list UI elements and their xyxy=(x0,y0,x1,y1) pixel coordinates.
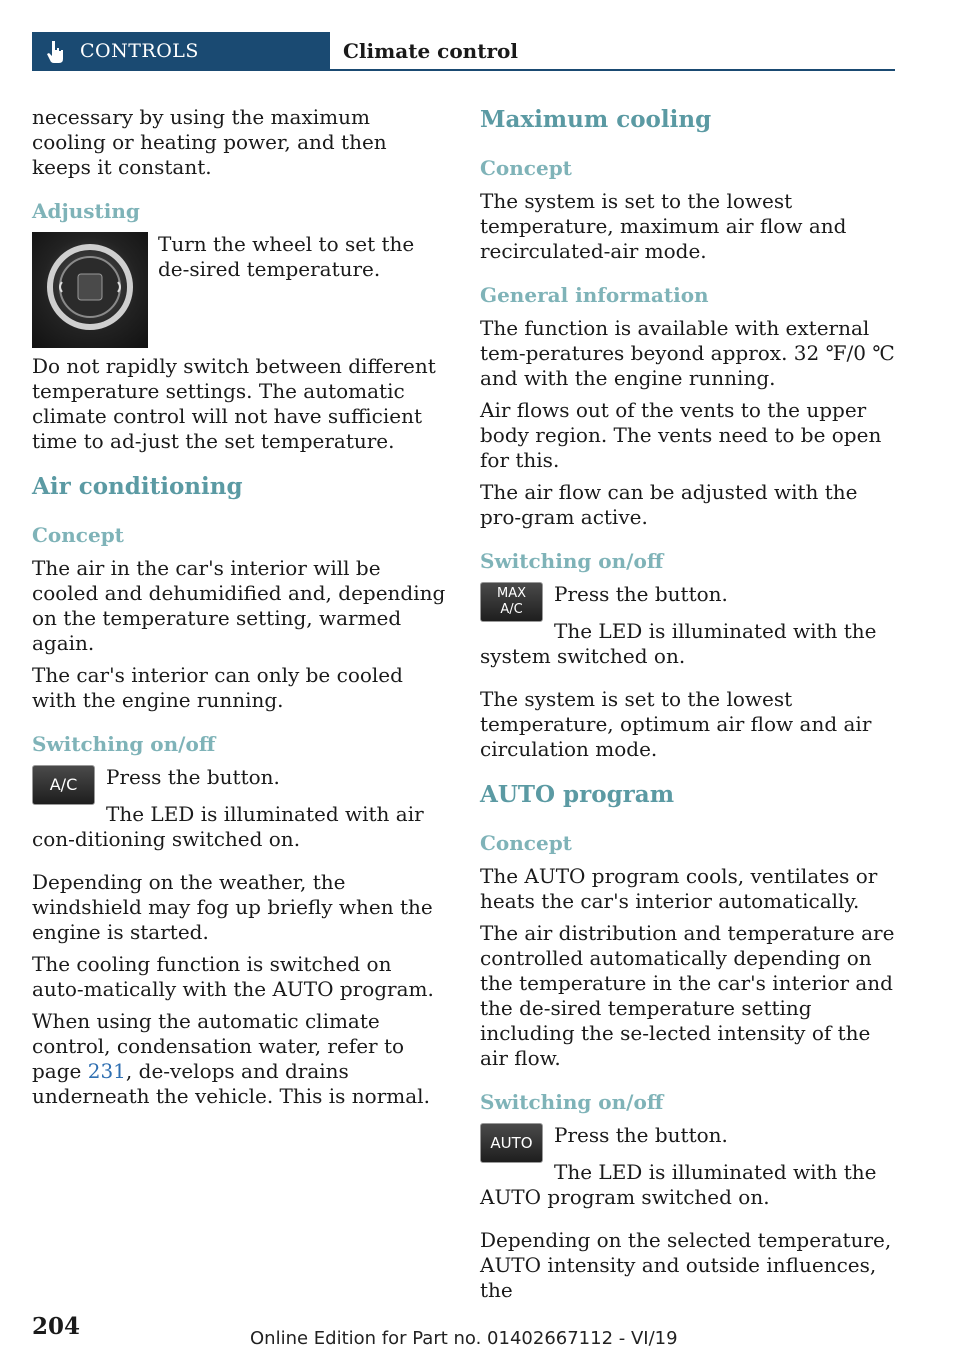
auto-concept-p2: The air distribution and temperature are controlled automatically depending on the temperature in the car's interior and the de‐sired temperature setting including the se‐lected intensity of the air flow. xyxy=(480,921,895,1070)
chapter-title-text: Climate control xyxy=(343,39,518,63)
auto-concept-p1: The AUTO program cools, ventilates or heats the car's interior automatically. xyxy=(480,864,878,913)
max-general-heading: General information xyxy=(480,283,709,307)
adjusting-text: Turn the wheel to set the de‐sired temperature. xyxy=(158,232,415,281)
auto-p3: Depending on the selected temperature, AUTO intensity and outside influences, the xyxy=(480,1228,892,1302)
ac-p5 xyxy=(32,1009,448,1109)
max-cooling-heading: Maximum cooling xyxy=(480,106,712,133)
page-header xyxy=(32,32,895,71)
ac-concept-heading: Concept xyxy=(32,523,124,547)
max-concept-heading: Concept xyxy=(480,156,572,180)
max-switch-row xyxy=(480,582,896,644)
ac-switch-p1: Press the button. xyxy=(106,765,280,789)
intro-paragraph: necessary by using the maximum cooling or heating power, and then keeps it constant. xyxy=(32,105,387,179)
auto-switch-p1: Press the button. xyxy=(554,1123,728,1147)
max-switch-p1: Press the button. xyxy=(554,582,728,606)
ac-button-label: A/C xyxy=(49,775,78,794)
ac-button-image xyxy=(32,765,95,805)
section-label: CONTROLS xyxy=(80,40,199,62)
max-switch-heading: Switching on/off xyxy=(480,549,664,573)
max-concept-p: The system is set to the lowest temperature, maximum air flow and recirculated-air mode. xyxy=(480,189,847,263)
max-p3: The system is set to the lowest temperature, optimum air flow and air circulation mode. xyxy=(480,687,872,761)
right-column xyxy=(480,105,896,1310)
ac-p3: Depending on the weather, the windshield may fog up briefly when the engine is started. xyxy=(32,870,433,944)
ac-switch-p2: The LED is illuminated with air con‐ditioning switched on. xyxy=(32,802,424,851)
max-ac-button-image xyxy=(480,582,543,622)
auto-switch-row xyxy=(480,1123,896,1185)
adjusting-heading: Adjusting xyxy=(32,199,140,223)
auto-button-label: AUTO xyxy=(490,1134,533,1152)
ac-concept-p2: The car's interior can only be cooled with the engine running. xyxy=(32,663,403,712)
edition-footer: Online Edition for Part no. 01402667112 - VI/19 xyxy=(250,1328,678,1349)
ac-switch-row xyxy=(32,765,448,827)
auto-program-heading: AUTO program xyxy=(480,781,675,808)
temperature-wheel-image xyxy=(32,232,148,348)
ac-switch-heading: Switching on/off xyxy=(32,732,216,756)
left-column xyxy=(32,105,448,1116)
max-general-p2: Air flows out of the vents to the upper body region. The vents need to be open for this. xyxy=(480,398,882,472)
max-general-p1: The function is available with external tem‐peratures beyond approx. 32 ℉/0 ℃ and with the engine running. xyxy=(480,316,895,390)
max-button-line2: A/C xyxy=(500,602,523,617)
hand-pointer-icon xyxy=(46,40,64,64)
temperature-dial-icon xyxy=(32,232,148,348)
ac-concept-p1: The air in the car's interior will be cooled and dehumidified and, depending on the temperature setting, warmed again. xyxy=(32,556,446,655)
ac-p4: The cooling function is switched on auto‐matically with the AUTO program. xyxy=(32,952,434,1001)
ac-p5-text-end: , de‐velops and drains underneath the vehicle. This is normal. xyxy=(32,1059,430,1108)
max-button-line1: MAX xyxy=(496,586,526,601)
adjusting-figure-row xyxy=(32,232,448,354)
auto-concept-heading: Concept xyxy=(480,831,572,855)
page-reference-link[interactable]: 231 xyxy=(87,1059,126,1083)
page-number: 204 xyxy=(32,1313,81,1340)
max-switch-p2: The LED is illuminated with the system switched on. xyxy=(480,619,877,668)
auto-switch-heading: Switching on/off xyxy=(480,1090,664,1114)
section-tab xyxy=(32,32,330,71)
auto-switch-p2: The LED is illuminated with the AUTO program switched on. xyxy=(480,1160,877,1209)
ac-p5-text: When using the automatic climate control, condensation water, refer to page xyxy=(32,1009,405,1083)
adjusting-note: Do not rapidly switch between different temperature settings. The automatic climate control will not have sufficient time to ad‐just the set temperature. xyxy=(32,354,436,453)
max-general-p3: The air flow can be adjusted with the pro‐gram active. xyxy=(480,480,858,529)
auto-button-image xyxy=(480,1123,543,1163)
chapter-title xyxy=(330,32,895,71)
ac-heading: Air conditioning xyxy=(32,473,243,500)
